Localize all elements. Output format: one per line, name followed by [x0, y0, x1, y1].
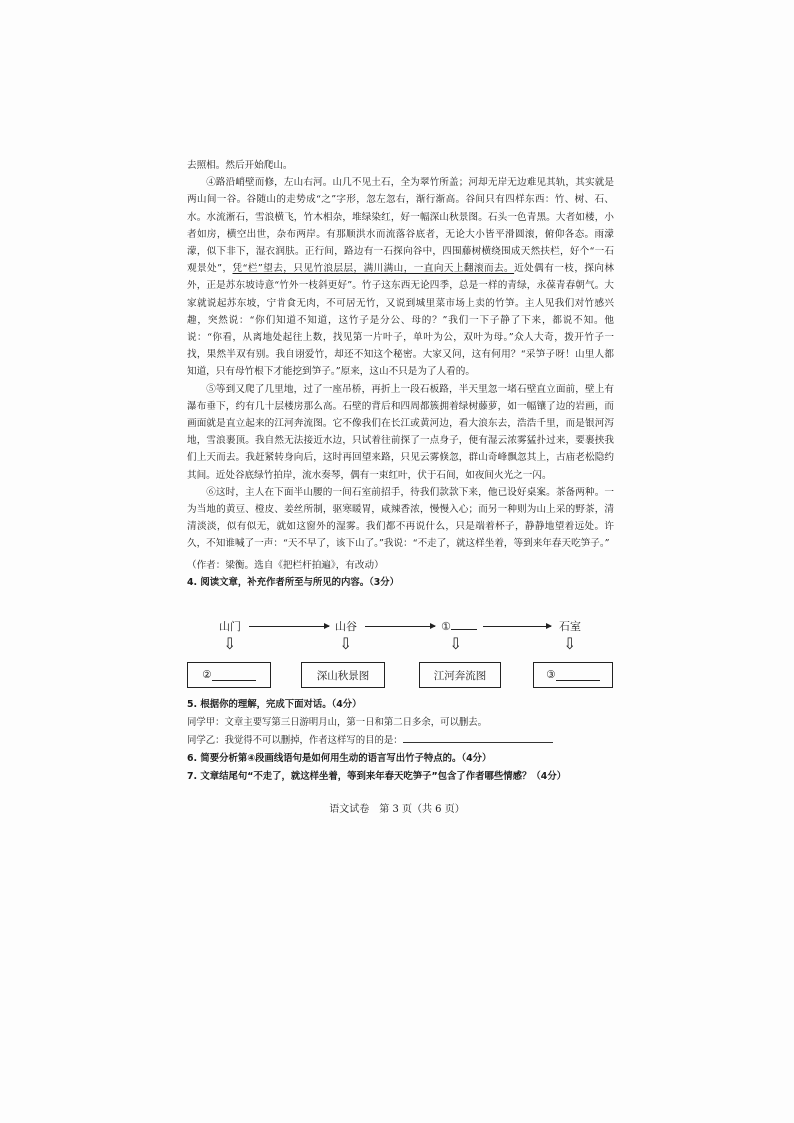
dialog-student-a: 同学甲：文章主要写第三日游明月山，第一日和第二日多余，可以删去。: [187, 717, 488, 728]
passage-source: （作者：梁衡。选自《把栏杆拍遍》，有改动）: [187, 559, 384, 571]
underlined-sentence: 凭“栏”望去，只见竹浪层层，满川满山，一直向天上翻滚而去。: [232, 263, 515, 275]
reading-passage: [187, 157, 614, 591]
answer-blank[interactable]: [403, 732, 553, 743]
place-blank-1: ①: [441, 618, 477, 633]
down-arrow-icon: ⇩: [449, 634, 463, 653]
question-5-label: 5. 根据你的理解，完成下面对话。（4分）: [187, 699, 362, 710]
scene-box-autumn: 深山秋景图: [301, 662, 385, 688]
answer-blank[interactable]: [451, 618, 477, 630]
questions-block: [187, 696, 627, 786]
place-shishi: 石室: [559, 620, 581, 633]
q4-flow-diagram: [187, 612, 614, 694]
place-shanmen: 山门: [219, 620, 241, 633]
flow-arrow: [249, 626, 329, 627]
passage-paragraph-5: ⑤等到又爬了几里地，过了一座吊桥，再折上一段石板路，半天里忽一堵石壁直立面前，壁上有瀑布垂下，约有几十层楼房那么高。石壁的背后和四周都簇拥着绿树藤萝，如一幅镶了边的岩画，而画面就是直立起来的江河奔流图。它不像我们在长江或黄河边，看大浪东去，浩浩千里，而是银河泻地，雪浪裹顶。我自然无法接近水边，只试着往前探了一点身子，便有湿云浓雾猛扑过来，要裹挟我们上天而去。我赶紧转身向后，这时再回望来路，只见云雾倏忽，群山奇峰飘忽其上，古庙老松隐约其间。近处谷底绿竹拍岸，流水奏琴，偶有一束红叶，伏于石间，如夜间火光之一闪。: [187, 383, 614, 481]
passage-paragraph-4: ④路沿峭壁而修，左山右河。山几不见土石，全为翠竹所盖；河却无岸无边难见其轨，其实就是两山间一谷。谷随山的走势成“之”字形，忽左忽右，渐行渐高。谷间只有四样东西：竹、树、石、水。水流淅石，雪浪横飞，竹木相杂，堆绿染红，好一幅深山秋景图。石头一色青黑。大者如楼，小者如房，横空出世，杂布两岸。有那顺洪水而流落谷底者，无论大小皆平滑圆滚，俯仰各态。雨濛濛，似下非下，湿衣润肤。正行间，路边有一石探向谷中，四围藤树横绕围成天然扶栏，好个“一石观景处”，凭“栏”望去，只见竹浪层层，满川满山，一直向天上翻滚而去。近处偶有一枝，探向林外，正是苏东坡诗意“竹外一枝斜更好”。竹子这东西无论四季，总是一样的青绿，永葆青春朝气。大家就说起苏东坡，宁肯食无肉，不可居无竹，又说到城里菜市场上卖的竹笋。主人见我们对竹感兴趣，突然说：“你们知道不知道，这竹子是分公、母的？”我们一下子静了下来，都说不知。他说：“你看，从离地处起往上数，找见第一片叶子，单叶为公，双叶为母。”众人大奇，拨开竹子一找，果然半双有别。我自诩爱竹，却还不知这个秘密。大家又问，这有何用？“采笋子呀！山里人都知道，只有母竹根下才能挖到笋子。”原来，这山不只是为了人看的。: [187, 177, 615, 378]
scene-box-river: 江河奔流图: [419, 662, 501, 688]
down-arrow-icon: ⇩: [339, 634, 353, 653]
passage-paragraph-6: ⑥这时，主人在下面半山腰的一间石室前招手，待我们款款下来，他已设好桌案。茶备两种。一为当地的黄豆、橙皮、姜丝所制，驱寒暖胃，咸辣香浓，慢慢入心；而另一种则为山上采的野茶，清清淡淡，似有似无，就如这窗外的湿雾。我们都不再说什么，只是端着杯子，静静地望着远处。许久，不知谁喊了一声：“天不早了，该下山了。”我说：“不走了，就这样坐着，等到来年春天吃笋子。”: [187, 486, 614, 550]
scene-box-3[interactable]: ③: [533, 662, 613, 688]
flow-arrow: [365, 626, 435, 627]
place-shangu: 山谷: [335, 620, 357, 633]
question-7-label: 7. 文章结尾句“不走了，就这样坐着，等到来年春天吃笋子”包含了作者哪些情感？（4分）: [187, 771, 567, 782]
question-6-label: 6. 简要分析第④段画线语句是如何用生动的语言写出竹子特点的。（4分）: [187, 753, 492, 764]
page-footer: 语文试卷 第 3 页（共 6 页）: [329, 804, 465, 815]
passage-line-0: 去照相。然后开始爬山。: [187, 160, 293, 171]
question-4-label: 4. 阅读文章，补充作者所至与所见的内容。（3分）: [187, 576, 400, 588]
down-arrow-icon: ⇩: [223, 634, 237, 653]
scene-box-2[interactable]: ②: [187, 662, 271, 688]
dialog-student-b: 同学乙：我觉得不可以删掉，作者这样写的目的是：: [187, 732, 627, 750]
flow-arrow: [483, 626, 551, 627]
down-arrow-icon: ⇩: [563, 634, 577, 653]
